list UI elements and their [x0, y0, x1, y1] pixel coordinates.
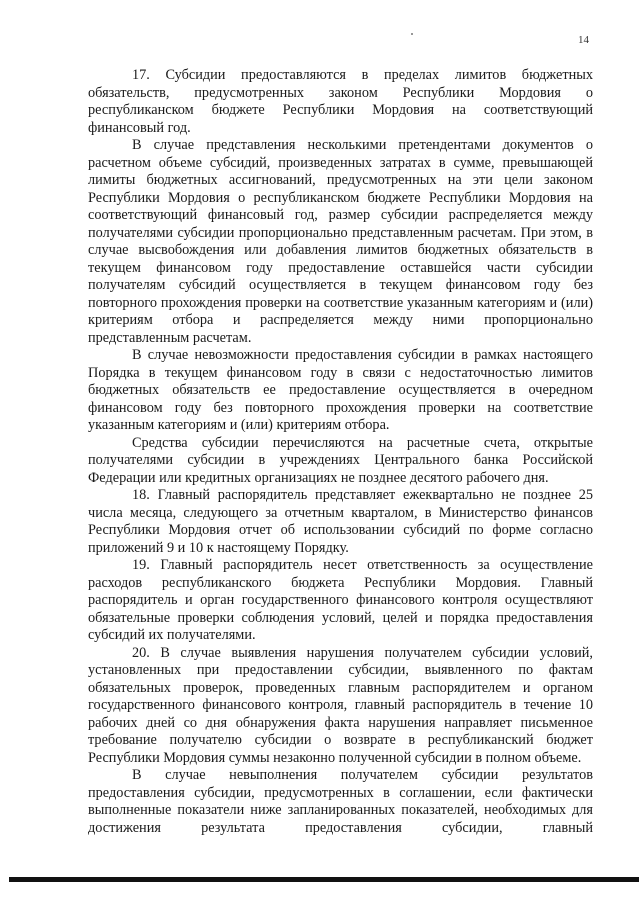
- paragraph-proportional-distribution: В случае представления несколькими претендентами документов о расчетном объеме субсидий, произведенных затратах в сумме, превышающей лимиты бюджетных ассигнований, предусмотренных на эти цели законом Республики Мордовия о республиканском бюджете Республики Мордовия на соответствующий финансовый год, размер субсидии распределяется между получателями субсидии пропорционально представленным расчетам. При этом, в случае высвобождения или добавления лимитов бюджетных обязательств в текущем финансовом году предоставление оставшейся части субсидии получателям субсидий осуществляется в текущем финансовом году без повторного прохождения проверки на соответствие указанным категориям и (или) критериям отбора и распределяется между ними пропорционально представленным расчетам.: [88, 137, 593, 346]
- paragraph-next-year-provision: В случае невозможности предоставления субсидии в рамках настоящего Порядка в текущем финансовом году в связи с недостаточностью лимитов бюджетных обязательств ее предоставление осуществляется в очередном финансовом году без повторного прохождения проверки на соответствие указанным категориям и (или) критериям отбора.: [88, 347, 593, 433]
- paragraph-18-quarterly-report: 18. Главный распорядитель представляет ежеквартально не позднее 25 числа месяца, следующего за отчетным кварталом, в Министерство финансов Республики Мордовия отчет об использовании субсидий по форме согласно приложений 9 и 10 к настоящему Порядку.: [88, 487, 593, 556]
- page-number: 14: [578, 34, 589, 46]
- paragraph-17-subsidy-limits: 17. Субсидии предоставляются в пределах лимитов бюджетных обязательств, предусмотренных законом Республики Мордовия о республиканском бюджете Республики Мордовия на соответствующий финансовый год.: [88, 67, 593, 136]
- scan-speck: [411, 33, 413, 35]
- paragraph-20-violation-refund: 20. В случае выявления нарушения получателем субсидии условий, установленных при предоставлении субсидии, выявленного по фактам обязательных проверок, проведенных главным распорядителем и органом государственного финансового контроля, главный распорядитель в течение 10 рабочих дней со дня обнаружения факта нарушения направляет письменное требование получателю субсидии о возврате в республиканский бюджет Республики Мордовия суммы незаконно полученной субсидии в полном объеме.: [88, 644, 593, 766]
- bottom-scan-border: [9, 877, 639, 882]
- paragraph-19-responsibility: 19. Главный распорядитель несет ответственность за осуществление расходов республиканского бюджета Республики Мордовия. Главный распорядитель и орган государственного финансового контроля осуществляют обязательные проверки соблюдения условий, целей и порядка предоставления субсидий их получателями.: [88, 557, 593, 643]
- paragraph-results-failure: В случае невыполнения получателем субсидии результатов предоставления субсидии, предусмотренных в соглашении, если фактически выполненные показатели ниже запланированных показателей, необходимых для достижения результата предоставления субсидии, главный: [88, 767, 593, 836]
- document-body: [88, 67, 593, 837]
- paragraph-funds-transfer: Средства субсидии перечисляются на расчетные счета, открытые получателями субсидии в учреждениях Центрального банка Российской Федерации или кредитных организациях не позднее десятого рабочего дня.: [88, 434, 593, 486]
